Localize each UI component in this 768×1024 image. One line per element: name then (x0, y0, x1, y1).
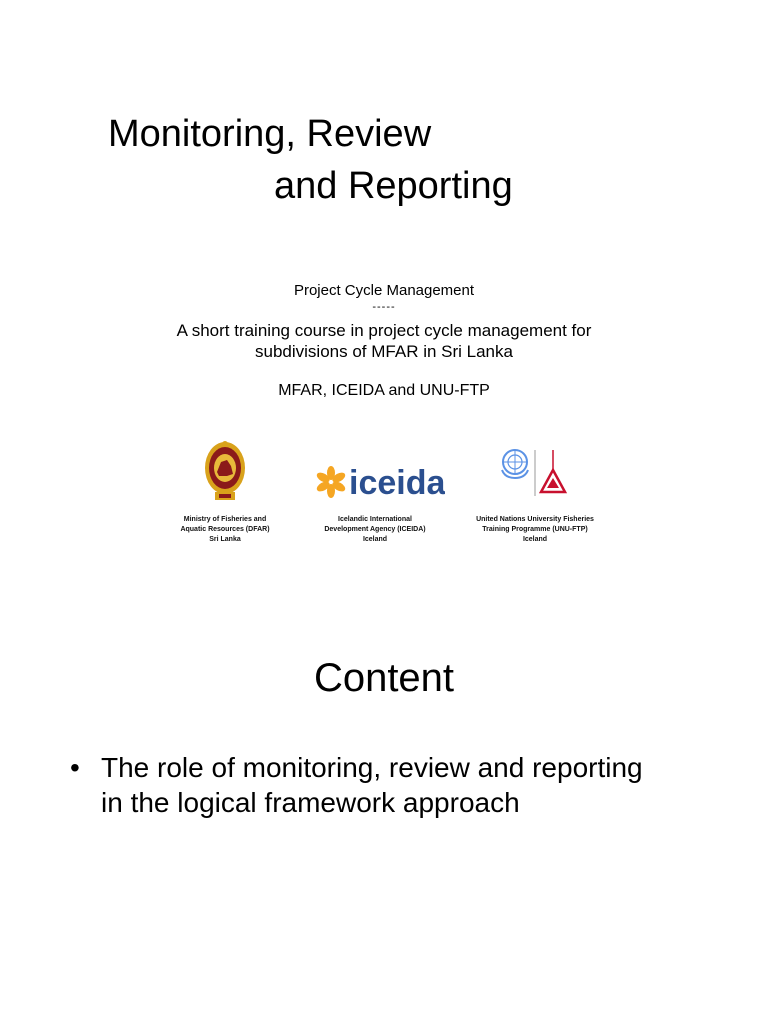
iceida-logo-block (300, 440, 450, 545)
bullet-icon: • (70, 752, 80, 783)
course-name: Project Cycle Management (293, 282, 475, 299)
bullet-list (70, 750, 710, 820)
mfar-caption-line-1: Ministry of Fisheries and (183, 516, 267, 523)
iceida-logo-icon (305, 440, 445, 504)
description-line-1: A short training course in project cycle management for (176, 321, 592, 340)
iceida-caption-line-1: Icelandic International (338, 516, 412, 523)
unu-ftp-logo-block (460, 440, 610, 545)
unu-caption-line-1: United Nations University Fisheries (476, 516, 594, 523)
bullet-text-line-2: in the logical framework approach (101, 787, 520, 818)
bullet-text-line-1: The role of monitoring, review and reporting (101, 752, 643, 783)
iceida-caption-line-3: Iceland (362, 536, 388, 543)
unu-caption-line-3: Iceland (522, 536, 548, 543)
unu-caption-line-2: Training Programme (UNU-FTP) (482, 526, 588, 533)
partners-line: MFAR, ICEIDA and UNU-FTP (278, 382, 490, 399)
iceida-caption (300, 515, 450, 545)
ftp-emblem-icon (541, 450, 565, 492)
iceida-wordmark: iceida (349, 464, 445, 502)
iceida-caption-line-2: Development Agency (ICEIDA) (324, 526, 426, 533)
separator-dashes: ----- (372, 301, 396, 313)
mfar-caption-line-3: Sri Lanka (209, 536, 241, 543)
mfar-logo-block (160, 440, 290, 545)
mfar-caption-line-2: Aquatic Resources (DFAR) (180, 526, 270, 533)
unu-ftp-logo-icon (495, 440, 575, 504)
un-emblem-icon (502, 450, 528, 478)
description-line-2: subdivisions of MFAR in Sri Lanka (255, 342, 513, 361)
list-item (70, 750, 710, 820)
unu-caption (460, 515, 610, 545)
content-slide (0, 640, 768, 1024)
mfar-caption (160, 515, 290, 545)
slide-title-line-1: Monitoring, Review (108, 113, 432, 155)
content-slide-title: Content (313, 656, 455, 700)
course-description (0, 320, 768, 362)
slide-title-line-2: and Reporting (274, 165, 513, 207)
sri-lanka-emblem-icon (203, 440, 247, 504)
